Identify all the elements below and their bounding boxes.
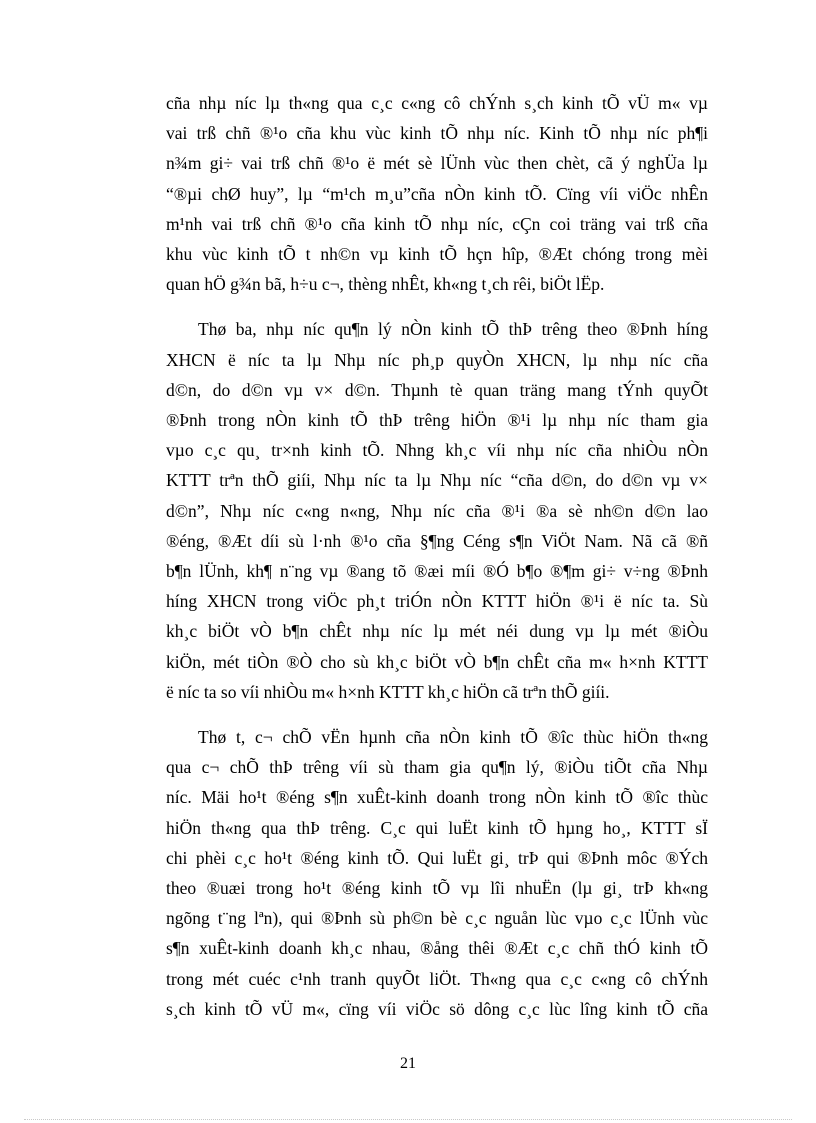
text-line: s¶n xuÊt-kinh doanh kh¸c nhau, ®ång thêi ®Æt c¸c chñ thÓ kinh tÕ: [166, 938, 708, 959]
text-line: kh¸c biÖt vÒ b¶n chÊt nhµ níc lµ mét néi dung vµ lµ mét ®iÒu: [166, 621, 708, 642]
text-line: khu vùc kinh tÕ t nh©n vµ kinh tÕ hçn hîp, ®Æt chóng trong mèi: [166, 244, 708, 265]
text-line: d©n”, Nhµ níc c«ng n«ng, Nhµ níc cña ®¹i ®a sè nh©n d©n lao: [166, 500, 708, 521]
text-line: kiÖn, mét tiÒn ®Ò cho sù kh¸c biÖt vÒ b¶n chÊt cña m« h×nh KTTT: [166, 651, 708, 672]
text-line: n¾m gi÷ vai trß chñ ®¹o ë mét sè lÜnh vùc then chèt, cã ý nghÜa lµ: [166, 153, 708, 174]
text-line: XHCN ë níc ta lµ Nhµ níc ph¸p quyÒn XHCN, lµ nhµ níc cña: [166, 349, 708, 370]
body-text: [166, 88, 708, 1024]
text-line: hiÖn th«ng qua thÞ trêng. C¸c qui luËt kinh tÕ hµng ho¸, KTTT sÏ: [166, 817, 708, 838]
text-line: chi phèi c¸c ho¹t ®éng kinh tÕ. Qui luËt gi¸ trÞ qui ®Þnh môc ®Ých: [166, 847, 708, 868]
text-line: theo ®uæi trong ho¹t ®éng kinh tÕ vµ lîi nhuËn (lµ gi¸ trÞ kh«ng: [166, 878, 708, 899]
text-line: ®éng, ®Æt díi sù l·nh ®¹o cña §¶ng Céng s¶n ViÖt Nam. Nã cã ®ñ: [166, 530, 708, 551]
paragraph-3: [166, 722, 708, 1024]
text-line: b¶n lÜnh, kh¶ n¨ng vµ ®ang tõ ®æi míi ®Ó b¶o ®¶m gi÷ v÷ng ®Þnh: [166, 561, 708, 582]
text-line: Thø t, c¬ chÕ vËn hµnh cña nÒn kinh tÕ ®îc thùc hiÖn th«ng: [198, 727, 708, 748]
text-line: níc. Mäi ho¹t ®éng s¶n xuÊt-kinh doanh trong nÒn kinh tÕ ®îc thùc: [166, 787, 708, 808]
text-line: Thø ba, nhµ níc qu¶n lý nÒn kinh tÕ thÞ trêng theo ®Þnh híng: [198, 319, 708, 340]
text-line: cña nhµ níc lµ th«ng qua c¸c c«ng cô chÝnh s¸ch kinh tÕ vÜ m« vµ: [166, 93, 708, 113]
page-number: 21: [400, 1055, 416, 1072]
text-line: ®Þnh trong nÒn kinh tÕ thÞ trêng hiÖn ®¹i lµ nhµ níc tham gia: [166, 410, 708, 431]
text-line: “®µi chØ huy”, lµ “m¹ch m¸u”cña nÒn kinh tÕ. Cïng víi viÖc nhÊn: [166, 183, 708, 204]
text-line: m¹nh vai trß chñ ®¹o cña kinh tÕ nhµ níc, cÇn coi träng vai trß cña: [166, 213, 708, 234]
text-line: d©n, do d©n vµ v× d©n. Thµnh tè quan träng mang tÝnh quyÕt: [166, 379, 708, 400]
text-line: híng XHCN trong viÖc ph¸t triÓn nÒn KTTT hiÖn ®¹i ë níc ta. Sù: [166, 591, 708, 612]
text-line: trong mét cuéc c¹nh tranh quyÕt liÖt. Th«ng qua c¸c c«ng cô chÝnh: [166, 968, 708, 989]
text-line: KTTT trªn thÕ giíi, Nhµ níc ta lµ Nhµ níc “cña d©n, do d©n vµ v×: [166, 470, 708, 491]
text-line: ngõng t¨ng lªn), qui ®Þnh sù ph©n bè c¸c nguån lùc vµo c¸c lÜnh vùc: [166, 908, 708, 929]
paragraph-1: [166, 88, 708, 299]
text-line: quan hÖ g¾n bã, h÷u c¬, thèng nhÊt, kh«ng t¸ch rêi, biÖt lËp.: [166, 274, 605, 295]
page-bottom-divider: [24, 1119, 792, 1120]
text-line: vai trß chñ ®¹o cña khu vùc kinh tÕ nhµ níc. Kinh tÕ nhµ níc ph¶i: [166, 123, 708, 144]
text-line: qua c¬ chÕ thÞ trêng víi sù tham gia qu¶n lý, ®iÒu tiÕt cña Nhµ: [166, 757, 708, 778]
text-line: ë níc ta so víi nhiÒu m« h×nh KTTT kh¸c hiÖn cã trªn thÕ giíi.: [166, 681, 610, 702]
text-line: vµo c¸c qu¸ tr×nh kinh tÕ. Nhng kh¸c víi nhµ níc cña nhiÒu nÒn: [166, 440, 708, 461]
text-line: s¸ch kinh tÕ vÜ m«, cïng víi viÖc sö dông c¸c lùc lîng kinh tÕ cña: [166, 998, 708, 1019]
paragraph-2: [166, 314, 708, 707]
